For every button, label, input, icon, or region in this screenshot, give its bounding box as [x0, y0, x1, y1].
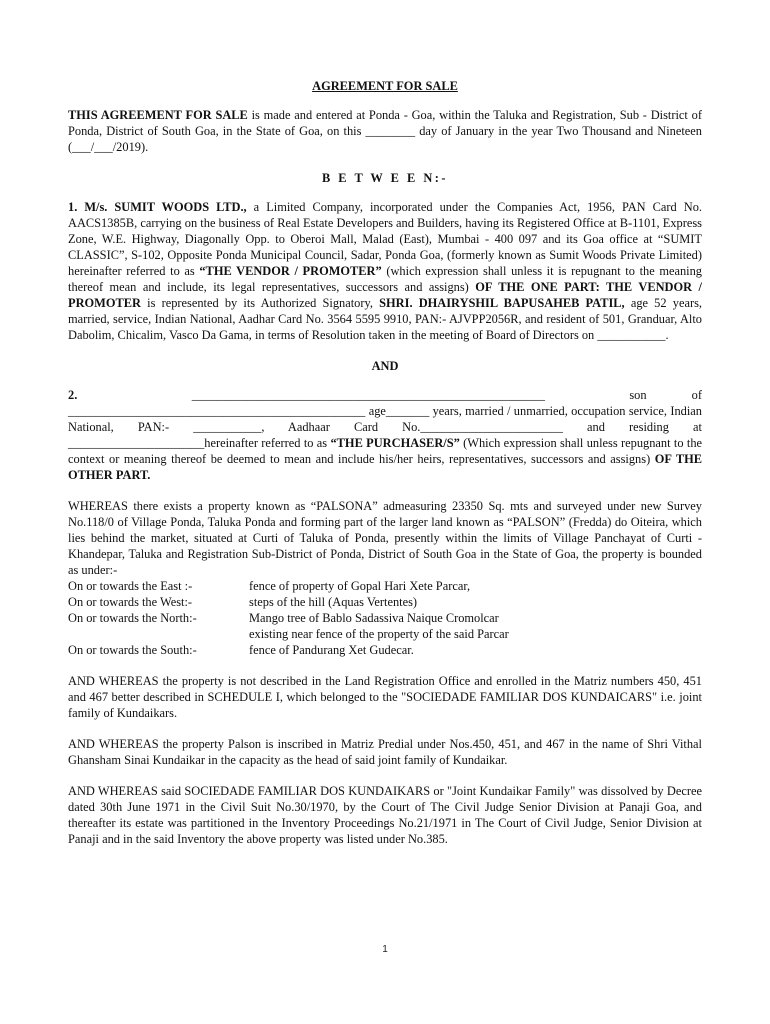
- whereas-paragraph-4: AND WHEREAS said SOCIEDADE FAMILIAR DOS KUNDAIKARS or "Joint Kundaikar Family" was dissolved by Decree dated 30th June 1971 in the Civil Suit No.30/1970, by the Court of The Civil Judge Senior Division at Panaji Goa, and thereafter its estate was partitioned in the Inventory Proceedings No.21/1971 in The Court of Civil Judge, Senior Division at Panaji and in the said Inventory the above property was listed under No.385.: [68, 784, 702, 846]
- party1-one-part-label: OF THE ONE PART: THE VENDOR / PROMOTER: [68, 280, 702, 310]
- party2-paragraph: [68, 387, 702, 483]
- party2-son-of: son of: [629, 388, 702, 402]
- boundary-west: On or towards the West:- steps of the hill (Aquas Vertentes): [68, 595, 418, 609]
- whereas-paragraph-1: WHEREAS there exists a property known as “PALSONA” admeasuring 23350 Sq. mts and surveyed under new Survey No.118/0 of Village Ponda, Taluka Ponda and forming part of the larger land known as “PALSON” (Fredda) do Oiteira, which lies behind the market, situated at Curti of Taluka of Ponda, presently within the limits of Village Panchayat of Curti - Khandepar, Taluka and Registration Sub-District of Ponda, District of South Goa in the State of Goa, the property is bounded as under:-: [68, 499, 702, 577]
- between-heading: B E T W E E N:-: [321, 171, 449, 185]
- party2-text-2: (Which expression shall unless repugnant to the context or meaning thereof be deemed to mean and include his/her heirs, representatives, successors and assigns): [68, 436, 703, 466]
- boundaries-list: [68, 578, 702, 658]
- boundary-south: On or towards the South:- fence of Pandurang Xet Gudecar.: [68, 643, 414, 657]
- intro-paragraph: [68, 107, 702, 155]
- boundary-north: On or towards the North:- Mango tree of Bablo Sadassiva Naique Cromolcar: [68, 611, 499, 625]
- document-page: [68, 78, 702, 847]
- party1-name: 1. M/s. SUMIT WOODS LTD.,: [68, 200, 247, 214]
- and-heading: AND: [371, 359, 399, 373]
- party2-text-1: ________________________________________________ age_______ years, married / unmarried, occupation service, Indian National, PAN:- ___________, Aadhaar Card No._______________________ and residing at ______________________hereinafter referred to as: [68, 404, 702, 450]
- party2-number: 2.: [68, 388, 78, 402]
- whereas-paragraph-2: AND WHEREAS the property is not described in the Land Registration Office and enrolled in the Matriz numbers 450, 451 and 467 better described in SCHEDULE I, which belonged to the "SOCIEDADE FAMILIAR DOS KUNDAICARS" i.e. joint family of Kundaikars.: [68, 674, 702, 720]
- boundary-east: On or towards the East :- fence of property of Gopal Hari Xete Parcar,: [68, 579, 471, 593]
- party2-other-part-label: OF THE OTHER PART.: [68, 452, 702, 482]
- party1-signatory-name: SHRI. DHAIRYSHIL BAPUSAHEB PATIL,: [379, 296, 625, 310]
- whereas-paragraph-3: AND WHEREAS the property Palson is inscribed in Matriz Predial under Nos.450, 451, and 467 in the name of Shri Vithal Ghansham Sinai Kundaikar in the capacity as the head of said joint family of Kundaikar.: [68, 737, 702, 767]
- party1-paragraph: [68, 199, 702, 343]
- party1-text-2: (which expression shall unless it is repugnant to the meaning thereof mean and include, its legal representatives, successors and assigns): [68, 264, 703, 294]
- party2-name-blank: _________________________________________________________: [191, 388, 545, 402]
- document-title: AGREEMENT FOR SALE: [312, 79, 458, 93]
- intro-lead: THIS AGREEMENT FOR SALE: [68, 108, 248, 122]
- intro-text: is made and entered at Ponda - Goa, within the Taluka and Registration, Sub - District of Ponda, District of South Goa, in the State of Goa, on this ________ day of January in the year Two Thousand and Nineteen (___/___/2019).: [68, 108, 702, 154]
- party1-text-1: a Limited Company, incorporated under the Companies Act, 1956, PAN Card No. AACS1385B, carrying on the business of Real Estate Developers and Builders, having its Registered Office at B-1101, Express Zone, W.E. Highway, Diagonally Opp. to Oberoi Mall, Malad (East), Mumbai - 400 097 and its Goa office at “SUMIT CLASSIC”, S-102, Opposite Ponda Municipal Council, Sadar, Ponda Goa, (formerly known as Sumit Woods Private Limited) hereinafter referred to as: [68, 200, 703, 278]
- page-number: 1: [382, 944, 388, 955]
- party1-vendor-label: “THE VENDOR / PROMOTER”: [199, 264, 382, 278]
- boundary-north-cont: existing near fence of the property of the said Parcar: [249, 627, 509, 641]
- party1-text-4: age 52 years, married, service, Indian National, Aadhar Card No. 3564 5595 9910, PAN:- AJVPP2056R, and resident of 501, Granduar, Alto Dabolim, Chicalim, Vasco Da Gama, in terms of Resolution taken in the meeting of Board of Directors on ___________.: [68, 296, 702, 342]
- party2-purchaser-label: “THE PURCHASER/S”: [330, 436, 460, 450]
- party1-text-3: is represented by its Authorized Signatory,: [140, 296, 380, 310]
